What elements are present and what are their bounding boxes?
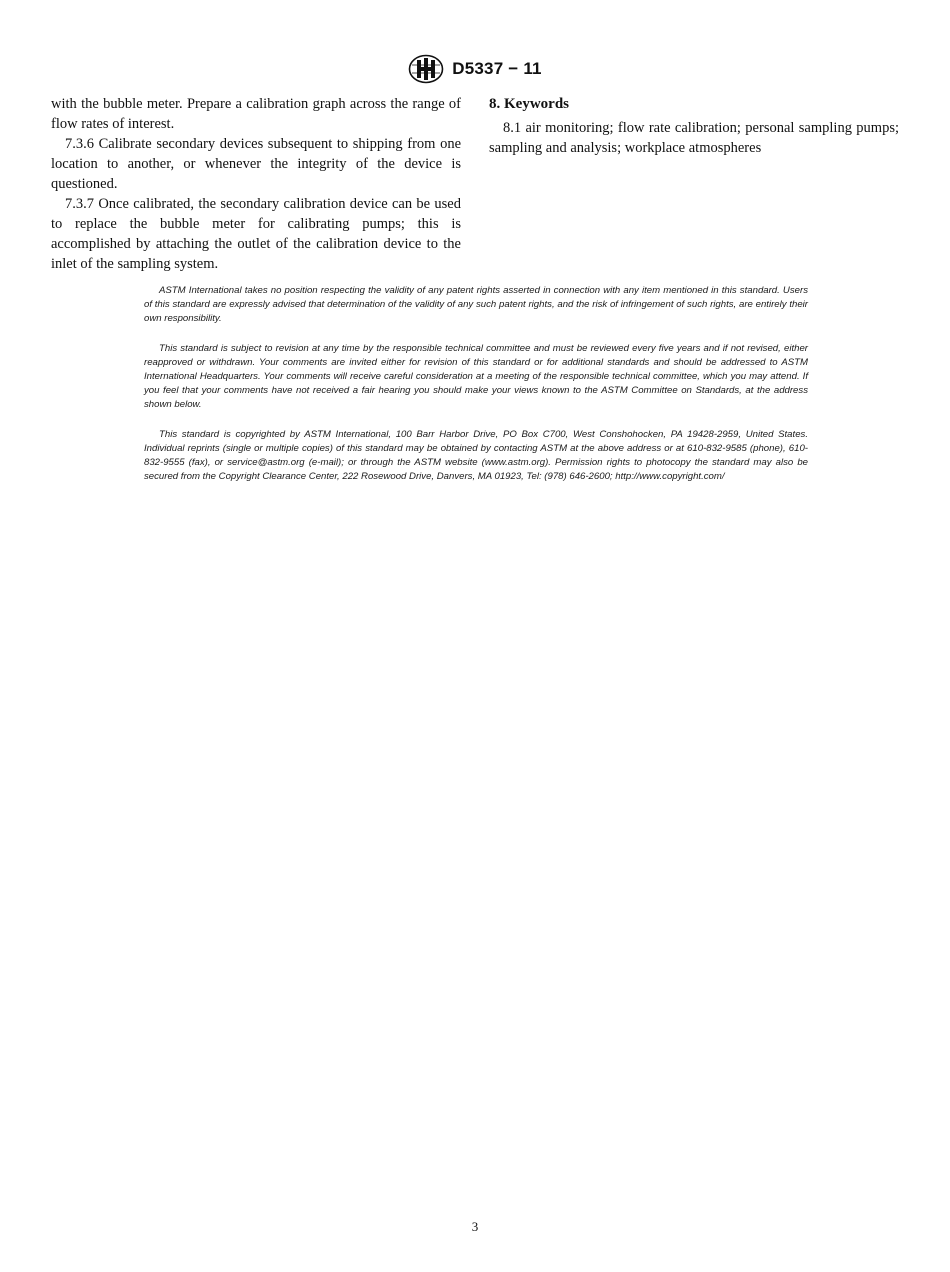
copyright-notice: This standard is copyrighted by ASTM International, 100 Barr Harbor Drive, PO Box C700, West Conshohocken, PA 19428-2959, United States. Individual reprints (single or multiple copies) of this standard may be obtained by contacting ASTM at the above address or at 610-832-9585 (phone), 610-832-9555 (fax), or service@astm.org (e-mail); or through the ASTM website (www.astm.org). Permission rights to photocopy the standard may also be secured from the Copyright Clearance Center, 222 Rosewood Drive, Danvers, MA 01923, Tel: (978) 646-2600; http://www.copyright.com/	[144, 429, 808, 482]
astm-logo-icon	[408, 54, 444, 84]
left-column	[51, 94, 461, 274]
standard-designation: D5337 − 11	[452, 59, 542, 78]
paragraph-continuation: with the bubble meter. Prepare a calibration graph across the range of flow rates of interest.	[51, 96, 461, 132]
revision-notice: This standard is subject to revision at any time by the responsible technical committee and must be reviewed every five years and if not revised, either reapproved or withdrawn. Your comments are invited either for revision of this standard or for additional standards and should be addressed to ASTM International Headquarters. Your comments will receive careful consideration at a meeting of the responsible technical committee, which you may attend. If you feel that your comments have not received a fair hearing you should make your views known to the ASTM Committee on Standards, at the address shown below.	[144, 343, 808, 410]
patent-notice: ASTM International takes no position respecting the validity of any patent rights asserted in connection with any item mentioned in this standard. Users of this standard are expressly advised that determination of the validity of any such patent rights, and the risk of infringement of such rights, are entirely their own responsibility.	[144, 285, 808, 324]
page-header	[0, 52, 950, 86]
page-number: 3	[471, 1219, 479, 1234]
legal-notices	[144, 284, 808, 501]
right-column	[489, 94, 899, 158]
paragraph-7-3-6: 7.3.6 Calibrate secondary devices subsequent to shipping from one location to another, or whenever the integrity of the device is questioned.	[51, 136, 461, 192]
section-heading-keywords: 8. Keywords	[489, 96, 569, 112]
paragraph-8-1: 8.1 air monitoring; flow rate calibration; personal sampling pumps; sampling and analysis; workplace atmospheres	[489, 120, 899, 156]
paragraph-7-3-7: 7.3.7 Once calibrated, the secondary calibration device can be used to replace the bubble meter for calibrating pumps; this is accomplished by attaching the outlet of the calibration device to the inlet of the sampling system.	[51, 196, 461, 272]
